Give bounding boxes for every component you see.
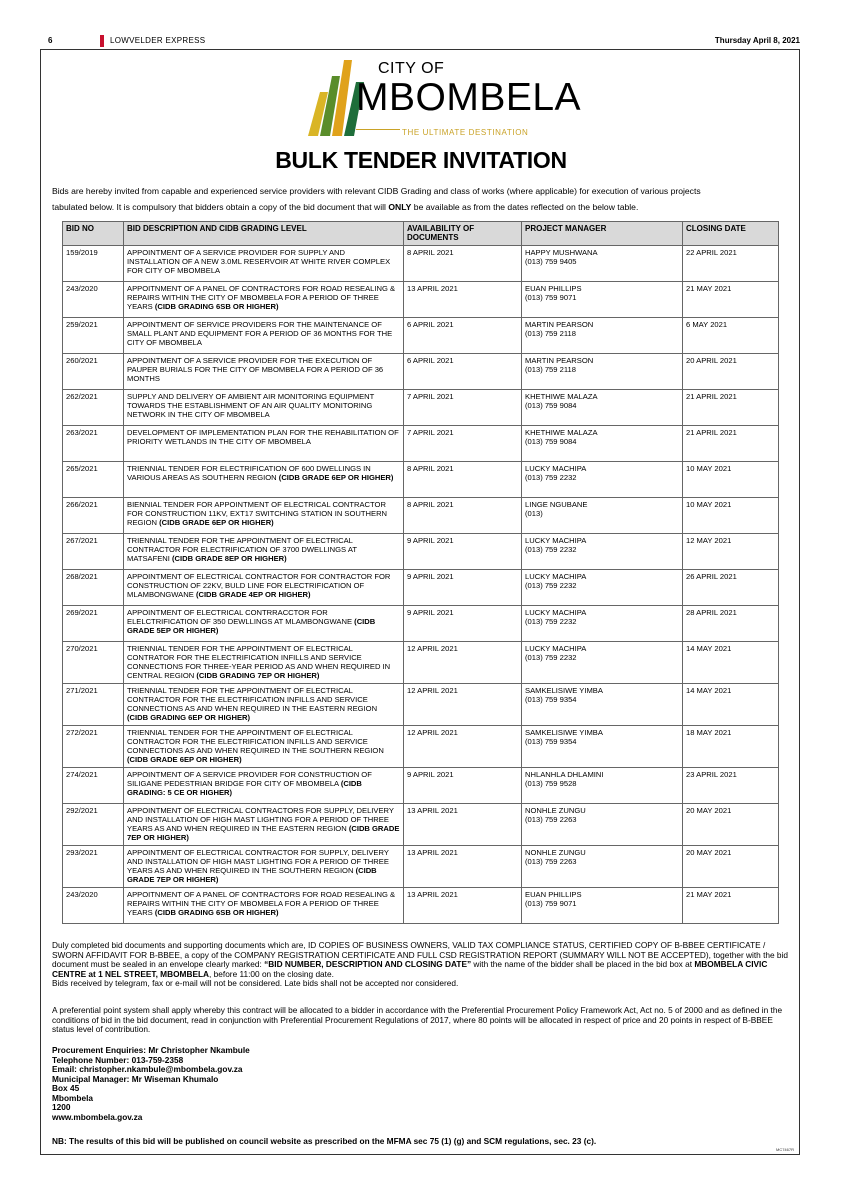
manager-name: KHETHIWE MALAZA (525, 392, 598, 401)
cell-project-manager (522, 642, 683, 684)
cell-bid-no (63, 462, 124, 498)
city-logo (306, 56, 582, 142)
cidb-grade: (CIDB GRADE 7EP OR HIGHER) (127, 866, 377, 884)
closing-date: 23 APRIL 2021 (686, 770, 737, 779)
closing-date: 14 MAY 2021 (686, 644, 732, 653)
bid-number: 265/2021 (66, 464, 98, 473)
availability-date: 13 APRIL 2021 (407, 890, 458, 899)
publication-name: LOWVELDER EXPRESS (110, 36, 206, 45)
closing-date: 20 APRIL 2021 (686, 356, 737, 365)
closing-date: 10 MAY 2021 (686, 464, 732, 473)
cell-project-manager (522, 570, 683, 606)
bid-number: 243/2020 (66, 890, 98, 899)
cidb-grade: (CIDB GRADE 6EP OR HIGHER) (278, 473, 394, 482)
cell-description (124, 570, 404, 606)
cell-closing-date (683, 606, 779, 642)
table-row (63, 684, 779, 726)
cell-bid-no (63, 246, 124, 282)
cell-bid-no (63, 804, 124, 846)
availability-date: 8 APRIL 2021 (407, 500, 454, 509)
cell-description (124, 498, 404, 534)
closing-date: 21 APRIL 2021 (686, 428, 737, 437)
late-bids-notice: Bids received by telegram, fax or e-mail will not be considered. Late bids shall not be accepted nor considered. (52, 978, 459, 988)
contact-city: Mbombela (52, 1092, 94, 1103)
manager-phone: (013) 759 2263 (525, 857, 577, 866)
cell-project-manager (522, 684, 683, 726)
cell-project-manager (522, 246, 683, 282)
cell-closing-date (683, 498, 779, 534)
availability-date: 13 APRIL 2021 (407, 284, 458, 293)
contact-box: Box 45 (52, 1083, 80, 1093)
closing-date: 12 MAY 2021 (686, 536, 732, 545)
cell-description (124, 642, 404, 684)
cell-closing-date (683, 846, 779, 888)
manager-phone: (013) 759 2232 (525, 617, 577, 626)
manager-name: SAMKELISIWE YIMBA (525, 686, 603, 695)
cell-description (124, 426, 404, 462)
bid-description: APPOITNMENT OF A PANEL OF CONTRACTORS FOR ROAD RESEALING & REPAIRS WITHIN THE CITY OF MBOMBELA FOR A PERIOD OF THREE YEARS (127, 284, 396, 311)
closing-date: 26 APRIL 2021 (686, 572, 737, 581)
manager-phone: (013) 759 2232 (525, 581, 577, 590)
manager-phone: (013) (525, 509, 543, 518)
cell-closing-date (683, 570, 779, 606)
availability-date: 9 APRIL 2021 (407, 608, 454, 617)
manager-name: LUCKY MACHIPA (525, 572, 587, 581)
cell-description (124, 390, 404, 426)
cell-description (124, 246, 404, 282)
cell-closing-date (683, 246, 779, 282)
manager-name: LUCKY MACHIPA (525, 644, 587, 653)
cell-bid-no (63, 426, 124, 462)
closing-date: 20 MAY 2021 (686, 806, 732, 815)
logo-tagline-rule (356, 129, 400, 130)
cell-description (124, 282, 404, 318)
cell-bid-no (63, 684, 124, 726)
closing-date: 21 APRIL 2021 (686, 392, 737, 401)
col-header-bid-no: BID NO (63, 222, 124, 246)
logo-tagline: THE ULTIMATE DESTINATION (402, 128, 529, 137)
cell-project-manager (522, 846, 683, 888)
ad-code: MC7467R (775, 1147, 794, 1152)
cell-project-manager (522, 768, 683, 804)
submission-instructions (52, 941, 794, 989)
bid-description: APPOINTMENT OF ELECTRICAL CONTRRACCTOR FOR ELELCTRIFICATION OF 350 DEWLLINGS AT MLAMBONGWANE (127, 608, 353, 626)
cell-availability (404, 768, 522, 804)
availability-date: 6 APRIL 2021 (407, 356, 454, 365)
table-row (63, 570, 779, 606)
page-header (34, 36, 800, 48)
manager-phone: (013) 759 2118 (525, 329, 576, 338)
bid-box-location: MBOMBELA CIVIC CENTRE at 1 NEL STREET, MBOMBELA (52, 959, 768, 979)
table-row (63, 462, 779, 498)
bid-number: 266/2021 (66, 500, 98, 509)
bid-number: 243/2020 (66, 284, 98, 293)
cell-bid-no (63, 606, 124, 642)
instructions-text: with the name of the bidder shall be placed in the bid box at (471, 959, 695, 969)
table-row (63, 606, 779, 642)
cidb-grade: (CIDB GRADE 5EP OR HIGHER) (127, 617, 376, 635)
contact-postal-code: 1200 (52, 1102, 71, 1112)
cell-description (124, 726, 404, 768)
bid-description: DEVELOPMENT OF IMPLEMENTATION PLAN FOR THE REHABILITATION OF PRIORITY WETLANDS IN THE CITY OF MBOMBELA (127, 428, 399, 446)
cell-project-manager (522, 804, 683, 846)
manager-phone: (013) 759 9071 (525, 899, 577, 908)
cell-availability (404, 684, 522, 726)
bid-description: TRIENNIAL TENDER FOR THE APPOINTMENT OF ELECTRICAL CONTRACTOR FOR THE ELECTRIFICATION INFILLS AND SERVICE CONNECTIONS AS AND WHEN REQUIRED IN THE SOUTHERN REGION (127, 728, 384, 755)
envelope-marking: “BID NUMBER, DESCRIPTION AND CLOSING DATE” (264, 959, 472, 969)
bid-number: 267/2021 (66, 536, 98, 545)
manager-name: SAMKELISIWE YIMBA (525, 728, 603, 737)
manager-phone: (013) 759 2232 (525, 473, 577, 482)
cell-bid-no (63, 354, 124, 390)
cell-availability (404, 246, 522, 282)
cell-availability (404, 846, 522, 888)
manager-name: EUAN PHILLIPS (525, 890, 582, 899)
cell-bid-no (63, 768, 124, 804)
manager-phone: (013) 759 2232 (525, 545, 577, 554)
cell-project-manager (522, 606, 683, 642)
availability-date: 13 APRIL 2021 (407, 848, 458, 857)
cell-closing-date (683, 462, 779, 498)
intro-paragraph (52, 183, 792, 215)
bid-table (62, 221, 779, 924)
cell-description (124, 804, 404, 846)
cidb-grade: (CIDB GRADE 6EP OR HIGHER) (159, 518, 274, 527)
bid-description: APPOINTMENT OF ELECTRICAL CONTRACTORS FOR SUPPLY, DELIVERY AND INSTALLATION OF HIGH MAST LIGHTING FOR A PERIOD OF THREE YEARS AS AND WHEN REQUIRED IN THE EASTERN REGION (127, 806, 394, 833)
closing-date: 21 MAY 2021 (686, 284, 732, 293)
manager-phone: (013) 759 9084 (525, 401, 577, 410)
closing-date: 6 MAY 2021 (686, 320, 728, 329)
cell-availability (404, 498, 522, 534)
table-row (63, 390, 779, 426)
closing-date: 22 APRIL 2021 (686, 248, 737, 257)
manager-phone: (013) 759 9354 (525, 695, 577, 704)
availability-date: 12 APRIL 2021 (407, 686, 458, 695)
availability-date: 9 APRIL 2021 (407, 770, 454, 779)
cell-bid-no (63, 888, 124, 924)
cell-availability (404, 426, 522, 462)
cell-project-manager (522, 354, 683, 390)
cell-availability (404, 804, 522, 846)
cell-closing-date (683, 768, 779, 804)
table-row (63, 498, 779, 534)
intro-line-2 (52, 199, 792, 215)
cell-availability (404, 570, 522, 606)
col-header-description: BID DESCRIPTION AND CIDB GRADING LEVEL (124, 222, 404, 246)
cidb-grade: (CIDB GRADE 4EP OR HIGHER) (195, 590, 311, 599)
table-row (63, 282, 779, 318)
cell-project-manager (522, 726, 683, 768)
closing-date: 20 MAY 2021 (686, 848, 732, 857)
manager-name: NHLANHLA DHLAMINI (525, 770, 604, 779)
bid-description: TRIENNIAL TENDER FOR THE APPOINTMENT OF ELECTRICAL CONTRATOR FOR THE ELECTRIFICATION INFILLS AND SERVICE CONNECTIONS FOR THREE-YEAR PERIOD AS AND WHEN REQUIRED IN CENTRAL REGION (127, 644, 391, 680)
logo-city-name: MBOMBELA (356, 76, 582, 119)
bid-number: 271/2021 (66, 686, 98, 695)
logo-city-of: CITY OF (378, 60, 445, 77)
table-row (63, 354, 779, 390)
cell-bid-no (63, 390, 124, 426)
availability-date: 9 APRIL 2021 (407, 572, 454, 581)
instructions-text: Duly completed bid documents and supporting documents which are, ID COPIES OF BUSINESS OWNERS, VALID TAX COMPLIANCE STATUS, CERTIFIED COPY OF B-BBEE CERTIFICATE / SWORN AFFIDAVIT FOR B-BBEE, a copy of the COMPANY REGISTRATION CERTIFICATE AND FULL CSD REGISTRATION REPORT (SUMMARY WILL NOT BE ACCEPTED), together with the bid document must be sealed in an envelope clearly marked: (52, 940, 788, 969)
bid-number: 292/2021 (66, 806, 98, 815)
bid-description: APPOINTMENT OF ELECTRICAL CONTRACTOR FOR CONTRACTOR FOR CONSTRUCTION OF 22KV, BULD LINE FOR ELECTRIFICATION OF MLAMBONGWANE (127, 572, 391, 599)
cell-availability (404, 888, 522, 924)
cell-description (124, 354, 404, 390)
availability-date: 9 APRIL 2021 (407, 536, 454, 545)
bid-description: APPOINTMENT OF A SERVICE PROVIDER FOR THE EXECUTION OF PAUPER BURIALS FOR THE CITY OF MBOMBELA FOR A PERIOD OF 36 MONTHS (127, 356, 384, 383)
preferential-points-paragraph: A preferential point system shall apply whereby this contract will be allocated to a bidder in accordance with the Preferential Procurement Policy Framework Act, Act no. 5 of 2000 and as defined in the conditions of bid in the bid document, read in conjunction with Preferential Procurement Regulations of 2017, where 80 points will be allocated in respect of price and 20 points in respect of B-BBEE status level of contribution. (52, 1005, 783, 1034)
manager-phone: (013) 759 2232 (525, 653, 577, 662)
closing-date: 14 MAY 2021 (686, 686, 732, 695)
cidb-grade: (CIDB GRADING 7EP OR HIGHER) (196, 671, 320, 680)
cell-closing-date (683, 534, 779, 570)
closing-date: 18 MAY 2021 (686, 728, 732, 737)
table-row (63, 426, 779, 462)
cidb-grade: (CIDB GRADING 6SB OR HIGHER) (154, 302, 279, 311)
intro-emphasis: ONLY (388, 202, 412, 212)
cell-availability (404, 642, 522, 684)
manager-name: KHETHIWE MALAZA (525, 428, 598, 437)
instructions-text: , before 11:00 on the closing date. (209, 968, 334, 979)
cell-closing-date (683, 390, 779, 426)
table-row (63, 642, 779, 684)
availability-date: 13 APRIL 2021 (407, 806, 458, 815)
bid-description: APPOINTMENT OF A SERVICE PROVIDER FOR SUPPLY AND INSTALLATION OF A NEW 3.0ML RESERVOIR AT WHITE RIVER COMPLEX FOR CITY OF MBOMBELA (127, 248, 391, 275)
cell-bid-no (63, 846, 124, 888)
availability-date: 7 APRIL 2021 (407, 428, 454, 437)
contact-details (52, 1046, 250, 1122)
availability-date: 6 APRIL 2021 (407, 320, 454, 329)
cell-description (124, 684, 404, 726)
manager-name: MARTIN PEARSON (525, 356, 594, 365)
bid-number: 269/2021 (66, 608, 98, 617)
cell-bid-no (63, 498, 124, 534)
bid-description: TRIENNIAL TENDER FOR THE APPOINTMENT OF ELECTRICAL CONTRACTOR FOR ELECTRIFICATION OF 3700 DWELLINGS AT MATSAFENI (127, 536, 357, 563)
manager-name: LUCKY MACHIPA (525, 464, 587, 473)
manager-name: LUCKY MACHIPA (525, 608, 587, 617)
contact-municipal-manager: Municipal Manager: Mr Wiseman Khumalo (52, 1073, 219, 1084)
bid-number: 274/2021 (66, 770, 98, 779)
col-header-project-manager: PROJECT MANAGER (522, 222, 683, 246)
availability-date: 8 APRIL 2021 (407, 248, 454, 257)
availability-date: 8 APRIL 2021 (407, 464, 454, 473)
cell-availability (404, 318, 522, 354)
cidb-grade: (CIDB GRADING: 5 CE OR HIGHER) (127, 779, 362, 797)
bid-number: 262/2021 (66, 392, 98, 401)
manager-phone: (013) 759 2263 (525, 815, 577, 824)
cell-bid-no (63, 534, 124, 570)
cell-availability (404, 606, 522, 642)
bid-table-body (63, 246, 779, 924)
cell-project-manager (522, 888, 683, 924)
cidb-grade: (CIDB GRADE 8EP OR HIGHER) (172, 554, 287, 563)
availability-date: 12 APRIL 2021 (407, 644, 458, 653)
cell-closing-date (683, 642, 779, 684)
cell-project-manager (522, 318, 683, 354)
table-row (63, 768, 779, 804)
issue-date: Thursday April 8, 2021 (714, 36, 800, 45)
manager-name: EUAN PHILLIPS (525, 284, 582, 293)
cell-availability (404, 354, 522, 390)
bid-number: 272/2021 (66, 728, 98, 737)
cell-closing-date (683, 426, 779, 462)
bid-number: 268/2021 (66, 572, 98, 581)
closing-date: 28 APRIL 2021 (686, 608, 737, 617)
cell-closing-date (683, 888, 779, 924)
manager-phone: (013) 759 9071 (525, 293, 577, 302)
cell-description (124, 606, 404, 642)
cell-project-manager (522, 534, 683, 570)
col-header-closing-date: CLOSING DATE (683, 222, 779, 246)
results-notice: NB: The results of this bid will be published on council website as prescribed on the MFMA sec 75 (1) (g) and SCM regulations, sec. 23 (c). (52, 1136, 597, 1146)
availability-date: 7 APRIL 2021 (407, 392, 454, 401)
bid-description: TRIENNIAL TENDER FOR ELECTRIFICATION OF 600 DWELLINGS IN VARIOUS AREAS AS SOUTHERN REGION (127, 464, 371, 482)
manager-name: NONHLE ZUNGU (525, 848, 586, 857)
table-row (63, 846, 779, 888)
col-header-availability: AVAILABILITY OF DOCUMENTS (404, 222, 522, 246)
cell-closing-date (683, 282, 779, 318)
bid-number: 270/2021 (66, 644, 98, 653)
contact-telephone[interactable]: Telephone Number: 013-759-2358 (52, 1054, 184, 1065)
intro-text: tabulated below. It is compulsory that bidders obtain a copy of the bid document that will (52, 202, 389, 212)
cell-description (124, 768, 404, 804)
table-row (63, 888, 779, 924)
cell-closing-date (683, 804, 779, 846)
bid-description: APPOINTMENT OF ELECTRICAL CONTRACTOR FOR SUPPLY, DELIVERY AND INSTALLATION OF HIGH MAST LIGHTING FOR A PERIOD OF THREE YEARS AS AND WHEN REQUIRED IN THE SOUTHERN REGION (127, 848, 389, 875)
table-row (63, 804, 779, 846)
manager-name: MARTIN PEARSON (525, 320, 594, 329)
intro-text: be available as from the dates reflected on the below table. (411, 202, 639, 212)
table-header-row (63, 222, 779, 246)
closing-date: 10 MAY 2021 (686, 500, 732, 509)
cell-bid-no (63, 282, 124, 318)
manager-phone: (013) 759 9084 (525, 437, 577, 446)
cell-closing-date (683, 318, 779, 354)
bid-number: 260/2021 (66, 356, 98, 365)
contact-website[interactable]: www.mbombela.gov.za (52, 1111, 143, 1122)
cell-bid-no (63, 642, 124, 684)
manager-phone: (013) 759 2118 (525, 365, 576, 374)
cell-project-manager (522, 282, 683, 318)
manager-phone: (013) 759 9354 (525, 737, 577, 746)
cell-availability (404, 462, 522, 498)
manager-phone: (013) 759 9528 (525, 779, 577, 788)
manager-name: LUCKY MACHIPA (525, 536, 587, 545)
cell-availability (404, 282, 522, 318)
header-accent-bar (100, 35, 104, 47)
bid-description: SUPPLY AND DELIVERY OF AMBIENT AIR MONITORING EQUIPMENT TOWARDS THE ESTABLISHMENT OF AN AIR QUALITY MONITORING NETWORK IN THE CITY OF MBOMBELA (127, 392, 375, 419)
cell-closing-date (683, 684, 779, 726)
manager-name: NONHLE ZUNGU (525, 806, 586, 815)
bid-description: APPOINTMENT OF A SERVICE PROVIDER FOR CONSTRUCTION OF SILIGANE PEDESTRIAN BRIDGE FOR CITY OF MBOMBELA (127, 770, 372, 788)
bid-number: 293/2021 (66, 848, 98, 857)
table-row (63, 246, 779, 282)
manager-phone: (013) 759 9405 (525, 257, 577, 266)
cell-bid-no (63, 726, 124, 768)
bid-number: 159/2019 (66, 248, 98, 257)
cell-project-manager (522, 462, 683, 498)
cidb-grade: (CIDB GRADE 7EP OR HIGHER) (127, 824, 400, 842)
table-row (63, 534, 779, 570)
cell-description (124, 462, 404, 498)
cidb-grade: (CIDB GRADING 6SB OR HIGHER) (154, 908, 279, 917)
cell-bid-no (63, 570, 124, 606)
manager-name: HAPPY MUSHWANA (525, 248, 598, 257)
cell-project-manager (522, 426, 683, 462)
cell-closing-date (683, 354, 779, 390)
bid-description: APPOINTMENT OF SERVICE PROVIDERS FOR THE MAINTENANCE OF SMALL PLANT AND EQUIPMENT FOR A PERIOD OF 36 MONTHS FOR THE CITY OF MBOMBELA (127, 320, 393, 347)
cell-project-manager (522, 498, 683, 534)
cidb-grade: (CIDB GRADING 6EP OR HIGHER) (127, 713, 251, 722)
bid-number: 263/2021 (66, 428, 98, 437)
closing-date: 21 MAY 2021 (686, 890, 732, 899)
cell-description (124, 888, 404, 924)
cell-availability (404, 534, 522, 570)
cell-bid-no (63, 318, 124, 354)
cidb-grade: (CIDB GRADE 6EP OR HIGHER) (127, 755, 242, 764)
cell-availability (404, 390, 522, 426)
cell-closing-date (683, 726, 779, 768)
page-title: BULK TENDER INVITATION (275, 147, 567, 173)
cell-description (124, 846, 404, 888)
cell-description (124, 534, 404, 570)
cell-project-manager (522, 390, 683, 426)
bid-description: BIENNIAL TENDER FOR APPOINTMENT OF ELECTRICAL CONTRACTOR FOR CONSTRUCTION 11KV, EXT17 SWITCHING STATION IN SOUTHERN REGION (127, 500, 388, 527)
contact-email[interactable]: Email: christopher.nkambule@mbombela.gov.za (52, 1064, 243, 1074)
bid-description: APPOITNMENT OF A PANEL OF CONTRACTORS FOR ROAD RESEALING & REPAIRS WITHIN THE CITY OF MBOMBELA FOR A PERIOD OF THREE YEARS (127, 890, 396, 917)
table-row (63, 318, 779, 354)
manager-name: LINGE NGUBANE (525, 500, 588, 509)
bid-number: 259/2021 (66, 320, 98, 329)
bid-description: TRIENNIAL TENDER FOR THE APPOINTMENT OF ELECTRICAL CONTRACTOR FOR THE ELECTRIFICATION INFILLS AND SERVICE CONNECTIONS AS AND WHEN REQUIRED IN THE EASTERN REGION (127, 686, 378, 713)
availability-date: 12 APRIL 2021 (407, 728, 458, 737)
cell-availability (404, 726, 522, 768)
cell-description (124, 318, 404, 354)
contact-procurement: Procurement Enquiries: Mr Christopher Nkambule (52, 1045, 250, 1055)
intro-line-1: Bids are hereby invited from capable and experienced service providers with relevant CIDB Grading and class of works (where applicable) for execution of various projects (52, 186, 701, 196)
table-row (63, 726, 779, 768)
page-number: 6 (48, 36, 53, 45)
